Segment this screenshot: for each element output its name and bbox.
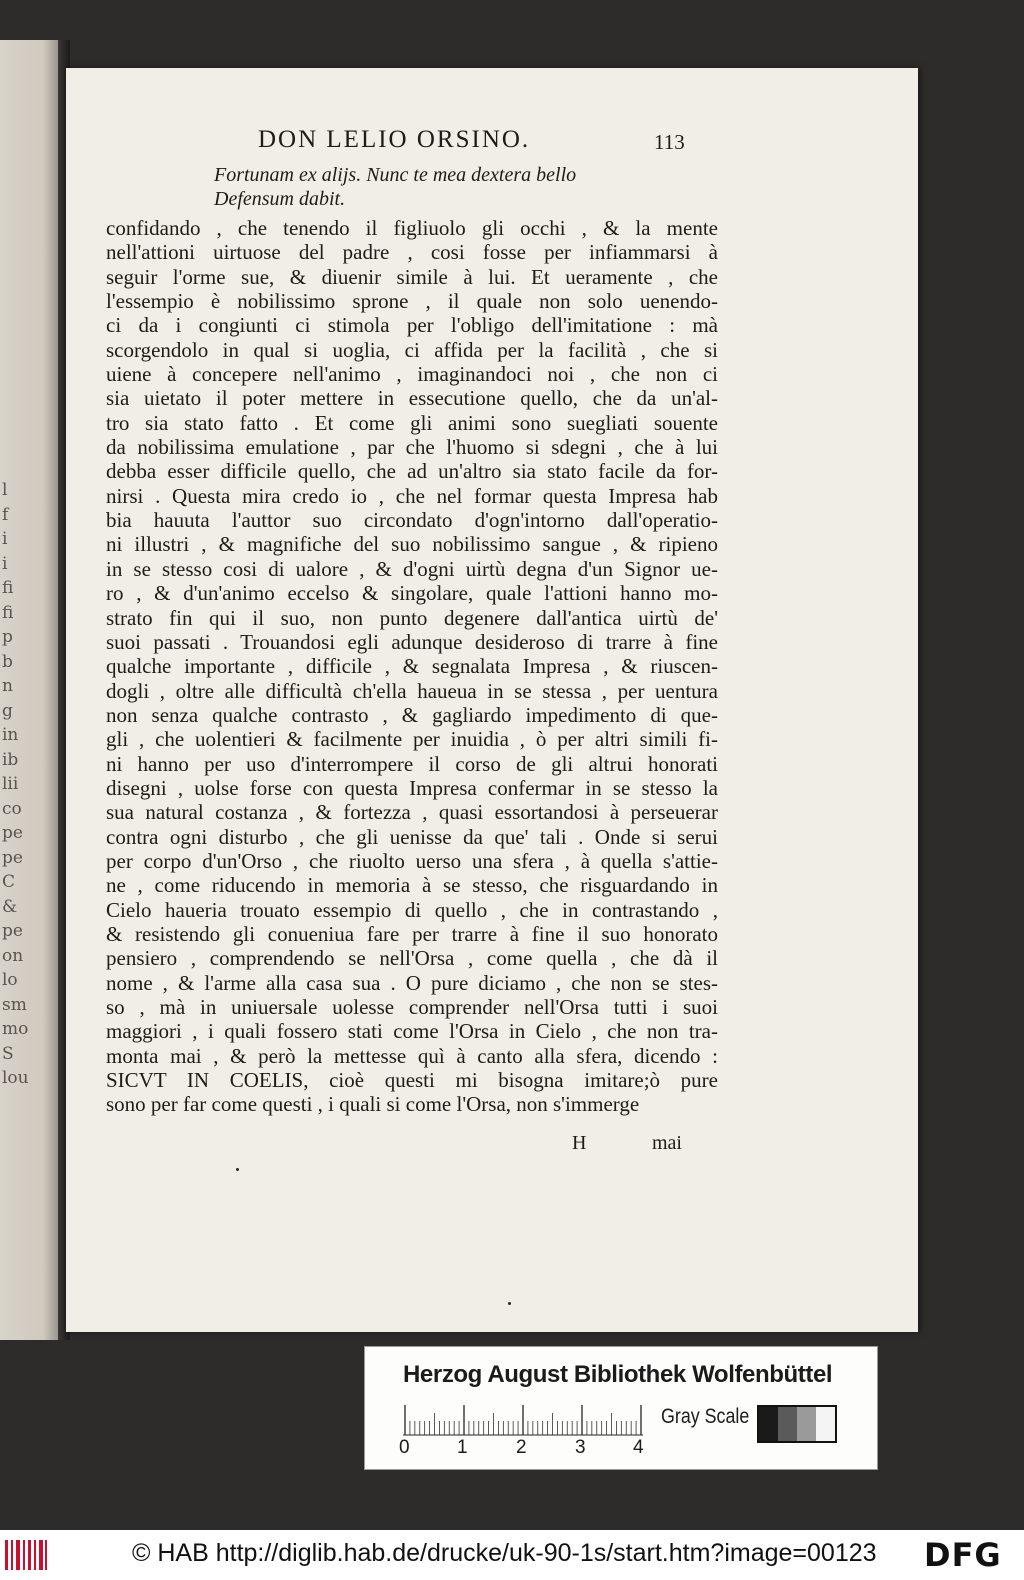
text-line: ni illustri , & magnifiche del suo nobilissimo sangue , & ripieno (106, 532, 718, 557)
page-number: 113 (654, 130, 685, 154)
text-line: scorgendolo in qual si uoglia, ci affida per la facilità , che si (106, 337, 718, 362)
body-text (106, 216, 718, 1117)
text-line: sia uietato il poter mettere in essecutione quello, che da un'al- (106, 386, 718, 411)
facing-page-fragment: i (2, 529, 8, 549)
text-line: disegni , uolse forse con questa Impresa confermar in se stesso la (106, 775, 718, 800)
dfg-logo: DFG (924, 1536, 1002, 1574)
signature-mark: H (572, 1132, 587, 1154)
facing-page-fragment: f (2, 504, 9, 525)
text-line: non senza qualche contrasto , & gagliardo impedimento di que- (106, 702, 718, 727)
copyright-url: © HAB http://diglib.hab.de/drucke/uk-90-1s/start.htm?image=00123 (132, 1539, 877, 1567)
library-name: Herzog August Bibliothek Wolfenbüttel (403, 1361, 833, 1388)
text-line: ni hanno per uso d'interrompere il corso de gli altrui honorati (106, 751, 718, 776)
text-line: nell'attioni uirtuose del padre , cosi fosse per infiammarsi à (106, 240, 718, 265)
ruler-number: 0 (399, 1437, 410, 1458)
facing-page-fragment: sm (2, 994, 27, 1015)
ruler-number: 2 (516, 1437, 527, 1458)
facing-page-fragment: lo (2, 970, 18, 990)
text-line: bia hauuta l'auttor suo circondato d'ogn'intorno dall'operatio- (106, 508, 718, 533)
text-line: & resistendo gli conueniua fare per trarre à fine il suo honorato (106, 921, 718, 946)
facing-page-fragment: i (2, 553, 8, 574)
text-line: monta mai , & però la mettesse quì à canto alla sfera, dicendo : (106, 1043, 718, 1068)
facing-page-fragment: fi (2, 578, 14, 598)
text-line: confidando , che tenendo il figliuolo gli occhi , & la mente (106, 216, 718, 240)
text-line: maggiori , i quali fossero stati come l'Orsa in Cielo , che non tra- (106, 1019, 718, 1044)
text-line: sua natural costanza , & fortezza , quasi essortandosi à perseuerar (106, 800, 718, 825)
facing-page-fragment: lou (2, 1068, 29, 1088)
facing-page-fragment: pe (2, 921, 23, 941)
text-line: seguir l'orme sue, & diuenir simile à lui. Et ueramente , che (106, 264, 718, 289)
text-line: sono per far come questi , i quali si come l'Orsa, non s'immerge (106, 1092, 640, 1117)
text-line: qualche importante , difficile , & segnalata Impresa , & riuscen- (106, 654, 718, 679)
facing-page-fragment: n (2, 676, 13, 696)
text-line: so , mà in uniuersale uolesse comprender nell'Orsa tutti i suoi (106, 995, 718, 1019)
verse-line-2: Defensum dabit. (214, 188, 346, 210)
hab-barcode-icon (4, 1538, 48, 1572)
library-scale-label (364, 1346, 878, 1470)
gray-scale-label: Gray Scale (661, 1405, 750, 1428)
gray-scale-swatch (757, 1405, 837, 1443)
text-line: strato fin qui il suo, non punto degenere dall'antica uirtù de' (106, 605, 718, 630)
facing-page-fragment: b (2, 651, 13, 672)
footer-bar (0, 1530, 1024, 1580)
verse-line-1: Fortunam ex alijs. Nunc te mea dextera bello (214, 164, 577, 186)
gray-swatch-cell (797, 1407, 816, 1441)
ink-speck (508, 1302, 511, 1305)
ruler-number: 4 (633, 1437, 644, 1458)
text-line: da nobilissima emulatione , par che l'huomo si sdegni , che à lui (106, 435, 718, 460)
text-line: ro , & d'un'animo eccelso & singolare, quale l'attioni hanno mo- (106, 581, 718, 606)
text-line: l'essempio è nobilissimo sprone , il quale non solo uenendo- (106, 289, 718, 314)
facing-page-fragment: pe (2, 847, 23, 868)
facing-page-fragment: fi (2, 602, 14, 623)
ruler-number: 1 (457, 1437, 468, 1458)
text-line: debba esser difficile quello, che ad un'altro sia stato facile da for- (106, 459, 718, 484)
text-line: per corpo d'un'Orso , che riuolto uerso una sfera , à quella s'attie- (106, 848, 718, 873)
facing-page-fragment: p (2, 627, 13, 647)
text-line: SICVT IN COELIS, cioè questi mi bisogna imitare;ò pure (106, 1068, 718, 1093)
text-line: in se stesso cosi di ualore , & d'ogni uirtù degna d'un Signor ue- (106, 556, 718, 581)
gray-swatch-cell (778, 1407, 797, 1441)
facing-page-fragment: mo (2, 1019, 29, 1039)
text-line: uiene à concepere nell'animo , imaginandoci noi , che non ci (106, 362, 718, 387)
catchword: mai (652, 1132, 682, 1154)
gray-swatch-cell (816, 1407, 835, 1441)
facing-page-fragment: S (2, 1043, 14, 1064)
facing-page-fragment: pe (2, 823, 23, 843)
facing-page-fragment: on (2, 945, 24, 966)
text-line: contra ogni disturbo , che gli uenisse da que' tali . Onde si serui (106, 824, 718, 849)
facing-page-fragment: in (2, 725, 19, 745)
text-line: dogli , oltre alle difficultà ch'ella haueua in se stessa , per uentura (106, 678, 718, 703)
text-line: nirsi . Questa mira credo io , che nel formar questa Impresa hab (106, 483, 718, 508)
facing-page-fragment: C (2, 872, 16, 892)
facing-page-fragment: g (2, 700, 13, 721)
text-line: Cielo haueria trouato essempio di quello , che in contrastando , (106, 897, 718, 922)
facing-page-edge (0, 40, 62, 1340)
text-line: tro sia stato fatto . Et come gli animi sono suegliati souente (106, 410, 718, 435)
book-page (66, 68, 918, 1332)
text-line: suoi passati . Trouandosi egli adunque desideroso di trarre à fine (106, 629, 718, 654)
running-head: DON LELIO ORSINO. (258, 126, 531, 153)
facing-page-fragment: ib (2, 749, 19, 770)
ruler-scale (403, 1403, 643, 1437)
facing-page-fragment: lii (2, 774, 19, 794)
facing-page-fragment: l (2, 480, 8, 500)
text-line: ne , come riducendo in memoria à se stesso, che risguardando in (106, 873, 718, 898)
facing-page-fragment: & (2, 896, 18, 917)
ruler-number: 3 (575, 1437, 586, 1458)
text-line: ci da i congiunti ci stimola per l'obligo dell'imitatione : mà (106, 313, 718, 338)
text-line: nome , & l'arme alla casa sua . O pure diciamo , che non se stes- (106, 970, 718, 995)
text-line: gli , che uolentieri & facilmente per inuidia , ò per altri simili fi- (106, 727, 718, 752)
gray-swatch-cell (759, 1407, 778, 1441)
ink-speck (236, 1168, 239, 1171)
text-line: pensiero , comprendendo se nell'Orsa , come quella , che dà il (106, 946, 718, 971)
facing-page-fragment: co (2, 798, 22, 819)
